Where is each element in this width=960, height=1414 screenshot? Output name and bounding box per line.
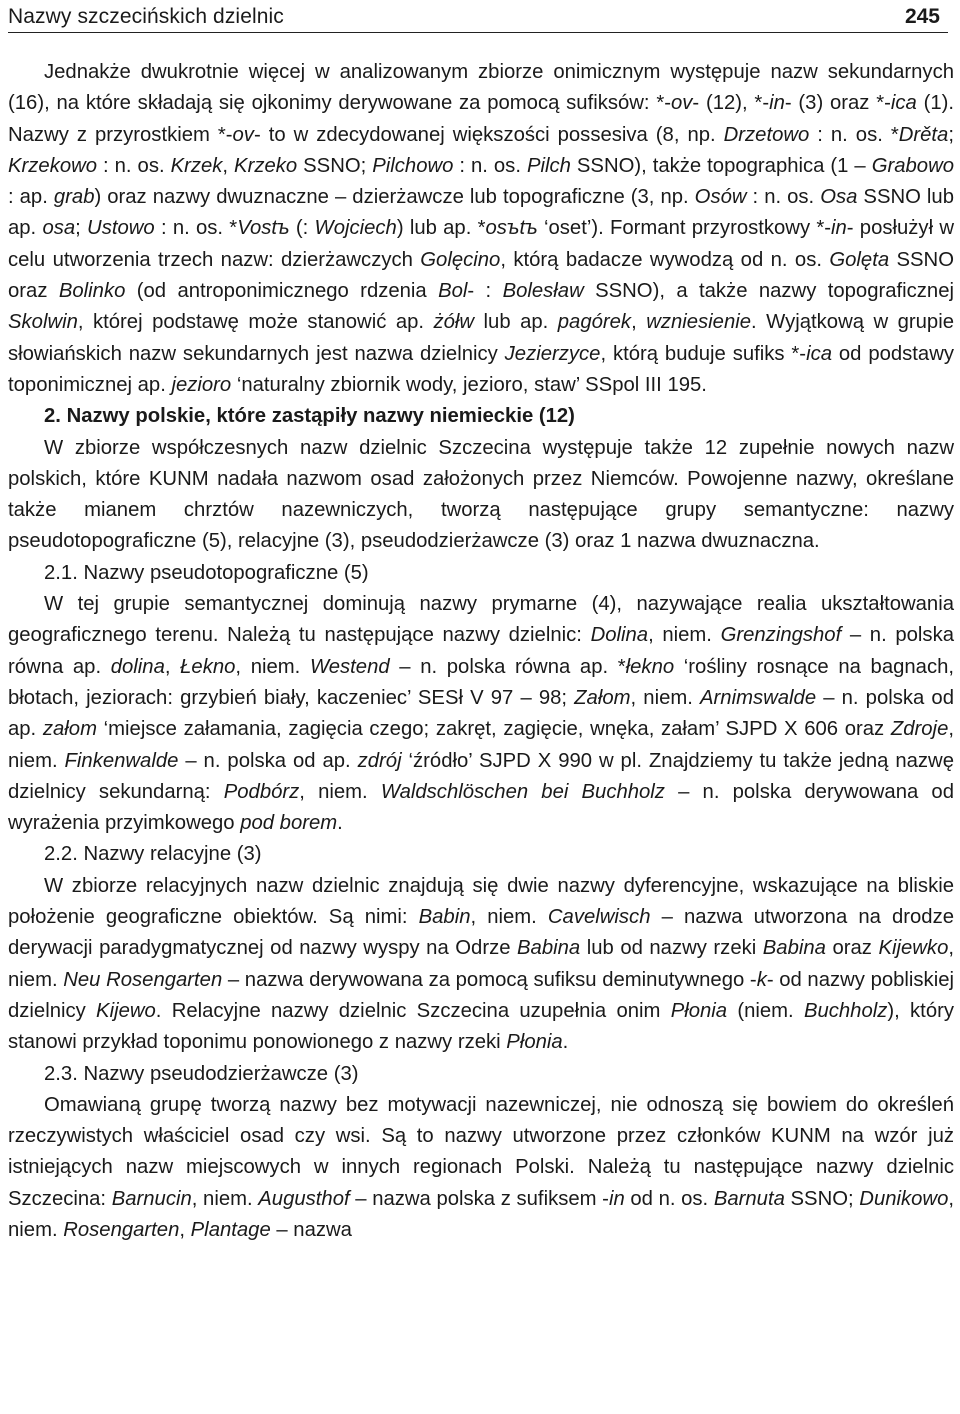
paragraph: W zbiorze relacyjnych nazw dzielnic znajdują się dwie nazwy dyferencyjne, wskazujące na bliskie położenie geograficzne obiektów. Są nimi: Babin, niem. Cavelwisch – nazwa utworzona na drodze derywacji paradygmatycznej od nazwy wyspy na Odrze Babina lub od nazwy rzeki Babina oraz Kijewko, niem. Neu Rosengarten – nazwa derywowana za pomocą sufiksu deminutywnego -k- od nazwy pobliskiej dzielnicy Kijewo. Relacyjne nazwy dzielnic Szczecina uzupełnia onim Płonia (niem. Buchholz), który stanowi przykład toponimu ponowionego z nazwy rzeki Płonia. (8, 874, 954, 1054)
subsection-heading: 2.2. Nazwy relacyjne (3) (44, 843, 262, 866)
page-number: 245 (904, 5, 940, 28)
subsection-heading: 2.3. Nazwy pseudodzierżawcze (3) (44, 1062, 359, 1085)
article-body (8, 57, 954, 1246)
paragraph: Jednakże dwukrotnie więcej w analizowanym zbiorze onimicznym występuje nazw sekundarnych (16), na które składają się ojkonimy derywowane za pomocą sufiksów: *-ov- (12), *-in- (3) oraz *-ica (1). Nazwy z przyrostkiem *-ov- to w zdecydowanej większości possesiva (8, np. Drzetowo : n. os. *Drěta; Krzekowo : n. os. Krzek, Krzeko SSNO; Pilchowo : n. os. Pilch SSNO), także topographica (1 – Grabowo : ap. grab) oraz nazwy dwuznaczne – dzierżawcze lub topograficzne (3, np. Osów : n. os. Osa SSNO lub ap. osa; Ustowo : n. os. *Vostъ (: Wojciech) lub ap. *osъtъ ‘oset’). Formant przyrostkowy *-in- posłużył w celu utworzenia trzech nazw: dzierżawczych Golęcino, którą badacze wywodzą od n. os. Golęta SSNO oraz Bolinko (od antroponimicznego rdzenia Bol- : Bolesław SSNO), a także nazwy topograficznej Skolwin, której podstawę może stanowić ap. żółw lub ap. pagórek, wzniesienie. Wyjątkową w grupie słowiańskich nazw sekundarnych jest nazwa dzielnicy Jezierzyce, którą buduje sufiks *-ica od podstawy toponimicznej ap. jezioro ‘naturalny zbiornik wody, jezioro, staw’ SSpol III 195. (8, 61, 955, 396)
section-number: 2. (44, 405, 61, 428)
subsection-heading: 2.1. Nazwy pseudotopograficzne (5) (44, 561, 369, 584)
running-title: Nazwy szczecińskich dzielnic (8, 5, 284, 28)
paragraph: W tej grupie semantycznej dominują nazwy prymarne (4), nazywające realia ukształtowania geograficznego terenu. Należą tu następujące nazwy dzielnic: Dolina, niem. Grenzingshof – n. polska równa ap. dolina, Łekno, niem. Westend – n. polska równa ap. *łekno ‘rośliny rosnące na bagnach, błotach, jeziorach: grzybień biały, kaczeniec’ SESł V 97 – 98; Załom, niem. Arnimswalde – n. polska od ap. załom ‘miejsce załamania, zagięcia czego; zakręt, zagięcie, wnęka, załam’ SJPD X 606 oraz Zdroje, niem. Finkenwalde – n. polska od ap. zdrój ‘źródło’ SJPD X 990 w pl. Znajdziemy tu także jedną nazwę dzielnicy sekundarną: Podbórz, niem. Waldschlöschen bei Buchholz – n. polska derywowana od wyrażenia przyimkowego pod borem. (8, 593, 954, 835)
section-title: Nazwy polskie, które zastąpiły nazwy niemieckie (12) (66, 405, 575, 428)
paragraph: W zbiorze współczesnych nazw dzielnic Szczecina występuje także 12 zupełnie nowych nazw polskich, które KUNM nadała nazwom osad założonych przez Niemców. Powojenne nazwy, określane także mianem chrztów nazewniczych, tworzą następujące grupy semantyczne: nazwy pseudotopograficzne (5), relacyjne (3), pseudodzierżawcze (3) oraz 1 nazwa dwuznaczna. (8, 436, 954, 553)
paragraph: Omawianą grupę tworzą nazwy bez motywacji nazewniczej, nie odnoszą się bowiem do określeń rzeczywistych właściciel osad czy wsi. Są to nazwy utworzone przez członków KUNM na wzór już istniejących nazw miejscowych w innych regionach Polski. Należą tu następujące nazwy dzielnic Szczecina: Barnucin, niem. Augusthof – nazwa polska z sufiksem -in od n. os. Barnuta SSNO; Dunikowo, niem. Rosengarten, Plantage – nazwa (8, 1093, 954, 1241)
running-header (8, 0, 948, 33)
section-heading (8, 401, 954, 432)
